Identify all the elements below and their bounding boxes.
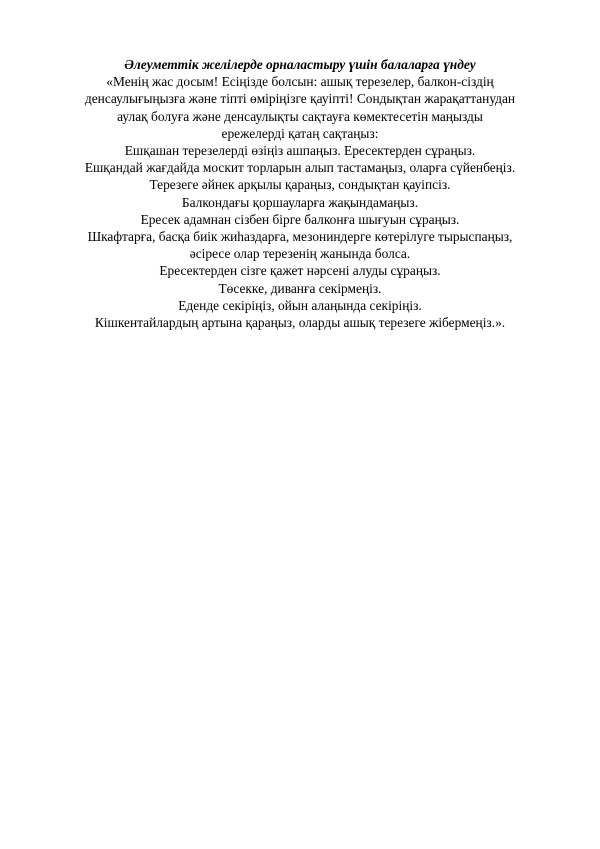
- rule-8: Төсекке, диванға секірмеңіз.: [218, 280, 382, 296]
- intro-paragraph: «Менің жас досым! Есіңізде болсын: ашық терезелер, балкон-сіздің денсаулығыңызға және тіпті өміріңізге қауіпті! Сондықтан жарақаттанудан аулақ болуға және денсаулықты сақтауға көмектесетін маңызды ережелерді қатаң сақтаңыз:: [84, 74, 516, 141]
- rule-1: Ешқашан терезелерді өзіңіз ашпаңыз. Ересектерден сұраңыз.: [124, 143, 476, 159]
- rule-7: Ересектерден сізге қажет нәрсені алуды сұраңыз.: [159, 263, 441, 279]
- rule-9: Еденде секіріңіз, ойын алаңында секіріңіз.: [178, 297, 422, 313]
- rule-2: Ешқандай жағдайда москит торларын алып тастамаңыз, оларға сүйенбеңіз.: [84, 160, 516, 176]
- rule-10: Кішкентайлардың артына қараңыз, оларды ашық терезеге жібермеңіз.».: [94, 315, 506, 331]
- document-title: Әлеуметтік желілерде орналастыру үшін балаларға үндеу: [124, 57, 476, 72]
- document-page: [84, 56, 516, 331]
- rule-3: Терезеге әйнек арқылы қараңыз, сондықтан қауіпсіз.: [149, 177, 451, 193]
- rule-4: Балкондағы қоршауларға жақындамаңыз.: [181, 194, 419, 210]
- rule-6: Шкафтарға, басқа биік жиһаздарға, мезониндерге көтерілуге тырыспаңыз, әсіресе олар терезенің жанында болса.: [87, 229, 513, 262]
- rule-5: Ересек адамнан сізбен бірге балконға шығуын сұраңыз.: [140, 211, 460, 227]
